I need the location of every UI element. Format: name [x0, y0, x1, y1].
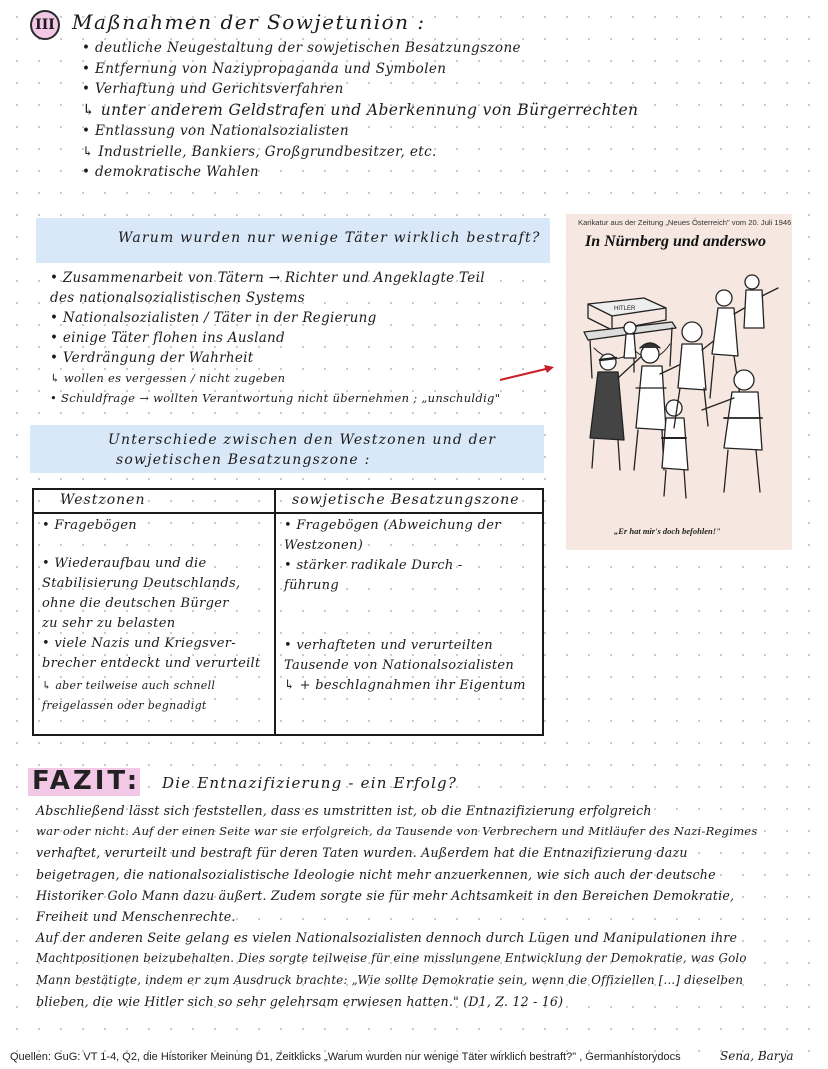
cartoon-title: In Nürnberg und anderswo	[585, 233, 766, 250]
column-header-soviet: sowjetische Besatzungszone	[292, 492, 520, 508]
section-number-badge	[30, 10, 60, 40]
cartoon-source-caption: Karikatur aus der Zeitung „Neues Österreich" vom 20. Juli 1946	[578, 218, 792, 227]
fazit-subtitle: Die Entnazifizierung - ein Erfolg?	[162, 774, 458, 792]
differences-heading	[108, 430, 496, 470]
table-cell: zu sehr zu belasten	[42, 616, 176, 631]
fazit-line: Auf der anderen Seite gelang es vielen Nationalsozialisten dennoch durch Lügen und Manipulationen ihre	[36, 930, 738, 946]
list-item: • Entfernung von Naziypropaganda und Symbolen	[82, 60, 447, 77]
table-cell: Tausende von Nationalsozialisten	[284, 658, 515, 673]
fazit-line: Machtpositionen beizubehalten. Dies sorgte teilweise für eine misslungene Entwicklung der Demokratie, was Golo	[36, 951, 747, 966]
table-cell: Stabilisierung Deutschlands,	[42, 576, 241, 591]
list-item: ↳ unter anderem Geldstrafen und Aberkennung von Bürgerrechten	[82, 101, 639, 120]
list-item: • Zusammenarbeit von Tätern → Richter und Angeklagte Teil	[50, 270, 485, 286]
fazit-line: Historiker Golo Mann dazu äußert. Zudem sorgte sie für mehr Achtsamkeit in den Bereichen Demokratie,	[36, 887, 735, 903]
sources-footer: Quellen: GuG: VT 1-4, Q2, die Historiker Meinung D1, Zeitklicks „Warum wurden nur wenige Täter wirklich bestraft?" , Germanhistorydocs	[10, 1051, 681, 1063]
differences-heading-line: Unterschiede zwischen den Westzonen und der	[108, 432, 497, 448]
table-cell: freigelassen oder begnadigt	[42, 699, 207, 712]
coffin-label: HITLER	[614, 306, 636, 312]
author-signature: Sena, Barya	[720, 1049, 794, 1063]
list-item: • Schuldfrage → wollten Verantwortung nicht übernehmen ; „unschuldig"	[50, 391, 501, 405]
fazit-line: war oder nicht. Auf der einen Seite war sie erfolgreich, da Tausende von Verbrechern und Mitläufer des Nazi-Regimes	[36, 824, 758, 839]
table-cell: • Fragebögen	[42, 518, 137, 533]
table-cell: brecher entdeckt und verurteilt	[42, 656, 261, 671]
cartoon-bottom-caption: „Er hat mir's doch befohlen!"	[614, 526, 721, 536]
fazit-line: beigetragen, die nationalsozialistische Ideologie nicht mehr anzuerkennen, wie sich auch der deutsche	[36, 866, 716, 882]
table-cell: Westzonen)	[284, 538, 364, 553]
list-item: • Entlassung von Nationalsozialisten	[82, 122, 349, 139]
list-item: • Verdrängung der Wahrheit	[50, 350, 254, 366]
list-item: des nationalsozialistischen Systems	[50, 290, 305, 306]
fazit-label: FAZIT:	[32, 766, 141, 796]
table-cell: führung	[284, 578, 339, 593]
fazit-line: Abschließend lässt sich feststellen, dass es umstritten ist, ob die Entnazifizierung erfolgreich	[36, 803, 652, 818]
table-cell: • Fragebögen (Abweichung der	[284, 518, 501, 533]
question-answers-list	[50, 268, 500, 408]
table-cell: • verhafteten und verurteilten	[284, 638, 493, 653]
list-item: • deutliche Neugestaltung der sowjetischen Besatzungszone	[82, 40, 521, 56]
cartoon-illustration	[574, 258, 784, 516]
fazit-line: verhaftet, verurteilt und bestraft für deren Taten wurden. Außerdem hat die Entnazifizierung dazu	[36, 845, 688, 861]
fazit-line: Mann bestätigte, indem er zum Ausdruck brachte: „Wie sollte Demokratie sein, wenn die Offiziellen [...] dieselben	[36, 972, 744, 987]
soviet-measures-list	[82, 38, 638, 183]
fazit-line: Freiheit und Menschenrechte.	[36, 909, 236, 925]
column-header-west: Westzonen	[60, 492, 146, 508]
table-divider	[274, 490, 276, 734]
section-title: Maßnahmen der Sowjetunion :	[72, 10, 426, 34]
differences-heading-line: sowjetischen Besatzungszone :	[116, 452, 371, 468]
list-item: • demokratische Wahlen	[82, 164, 259, 181]
list-item: ↳ wollen es vergessen / nicht zugeben	[50, 371, 286, 385]
table-header-line	[34, 512, 542, 514]
comparison-table	[32, 488, 544, 736]
list-item: ↳ Industrielle, Bankiers, Großgrundbesitzer, etc.	[82, 143, 437, 160]
table-cell: ↳ + beschlagnahmen ihr Eigentum	[284, 678, 526, 693]
fazit-line: blieben, die wie Hitler sich so sehr gelehrsam erwiesen hatten." (D1, Z. 12 - 16)	[36, 993, 564, 1009]
table-cell: • Wiederaufbau und die	[42, 556, 207, 571]
section-number: III	[35, 17, 55, 33]
table-cell: • viele Nazis und Kriegsver-	[42, 636, 236, 651]
list-item: • Verhaftung und Gerichtsverfahren	[82, 81, 344, 98]
table-cell: ↳ aber teilweise auch schnell	[42, 679, 216, 692]
question-heading: Warum wurden nur wenige Täter wirklich bestraft?	[118, 230, 541, 246]
fazit-body	[36, 800, 806, 1012]
table-cell: • stärker radikale Durch -	[284, 558, 463, 573]
red-arrow-icon	[498, 362, 558, 384]
table-cell: ohne die deutschen Bürger	[42, 596, 229, 611]
list-item: • Nationalsozialisten / Täter in der Regierung	[50, 310, 377, 326]
list-item: • einige Täter flohen ins Ausland	[50, 330, 285, 346]
